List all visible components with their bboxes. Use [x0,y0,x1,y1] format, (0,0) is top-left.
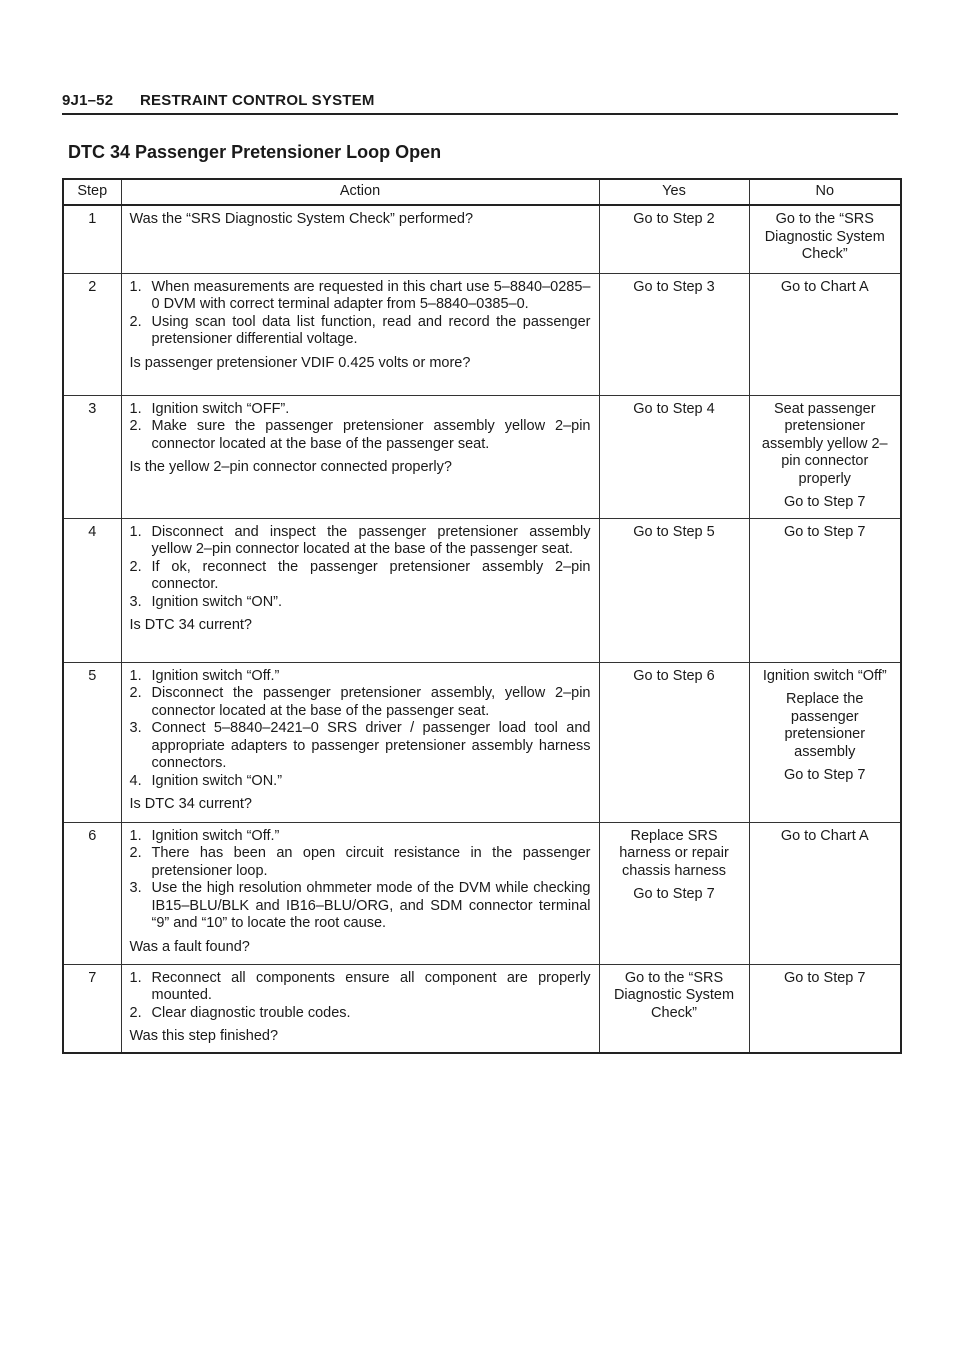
yes-result-text: Go to Step 4 [633,400,715,417]
action-item-number: 2. [129,685,142,701]
step-number: 3 [63,395,121,518]
no-cell [749,662,901,822]
yes-cell [599,273,749,395]
column-header-no: No [749,179,901,205]
action-item-text: Reconnect all components ensure all component are properly mounted. [151,969,591,1003]
action-item-text: When measurements are requested in this chart use 5–8840–0285–0 DVM with correct terminal adapter from 5–8840–0385–0. [151,278,591,312]
action-item [130,880,591,933]
action-question: Is passenger pretensioner VDIF 0.425 volts or more? [129,354,471,371]
action-item [130,773,591,791]
action-item-number: 1. [129,278,142,295]
yes-cell [599,822,749,964]
action-item-number: 3. [129,593,142,610]
action-item [130,418,591,453]
column-header-step: Step [63,179,121,205]
action-item [130,720,591,773]
action-item [130,279,591,314]
action-item-text: If ok, reconnect the passenger pretensioner assembly 2–pin connector. [151,558,591,592]
table-row [63,205,901,273]
action-item-text: There has been an open circuit resistance in the passenger pretensioner loop. [151,845,591,879]
yes-result-text: Go to the “SRS Diagnostic System Check” [613,969,735,1021]
step-number: 4 [63,518,121,662]
yes-result-text: Replace SRS harness or repair chassis harness [619,827,729,879]
no-result-text: Go to Chart A [780,827,869,844]
yes-cell [599,395,749,518]
table-row [63,273,901,395]
yes-cell [599,662,749,822]
action-item-number: 1. [129,523,142,540]
no-cell [749,964,901,1053]
action-item [130,828,591,846]
action-item-text: Connect 5–8840–2421–0 SRS driver / passenger load tool and appropriate adapters to passenger pretensioner assembly harness connectors. [151,720,591,771]
action-cell [121,273,599,395]
no-cell [749,822,901,964]
table-row [63,822,901,964]
no-cell [749,518,901,662]
table-row [63,518,901,662]
no-cell [749,273,901,395]
action-question: Is the yellow 2–pin connector connected properly? [129,459,452,475]
yes-result-text: Go to Step 5 [633,523,715,540]
action-item-number: 1. [129,969,142,986]
step-number: 5 [63,662,121,822]
action-cell [121,964,599,1053]
action-item [130,668,591,686]
action-item [130,401,591,419]
action-question: Was a fault found? [129,938,250,955]
diagnostic-table [62,178,902,1054]
no-result-text: Go to Step 7 [784,969,866,986]
action-item-text: Use the high resolution ohmmeter mode of the DVM while checking IB15–BLU/BLK and IB16–BLU/ORG, and SDM connector terminal “9” and “10” to locate the root cause. [151,880,591,931]
yes-result-text: Go to Step 6 [633,667,715,684]
action-item-number: 2. [129,1004,142,1021]
action-item-number: 3. [129,720,142,736]
action-cell [121,822,599,964]
no-result-text: Go to Step 7 [784,767,866,783]
action-item-text: Ignition switch “ON.” [151,772,283,789]
action-item-text: Ignition switch “ON”. [151,593,283,610]
table-row [63,964,901,1053]
table-row [63,662,901,822]
column-header-action: Action [121,179,599,205]
no-result-text: Go to Chart A [780,278,869,295]
page-header [62,92,898,115]
action-cell [121,662,599,822]
step-number: 6 [63,822,121,964]
no-cell [749,395,901,518]
action-item [130,594,591,612]
yes-cell [599,518,749,662]
no-result-text: Seat passenger pretensioner assembly yellow 2–pin connector properly [761,400,888,487]
table-row [63,395,901,518]
action-item-number: 1. [129,400,142,417]
action-item [130,314,591,349]
action-question: Is DTC 34 current? [129,617,252,633]
yes-result-text: Go to Step 7 [633,886,715,902]
action-item-number: 2. [129,558,142,575]
section-number: 9J1–52 [62,92,114,109]
no-result-text: Go to Step 7 [784,523,866,540]
step-number: 2 [63,273,121,395]
action-item [130,845,591,880]
action-cell [121,518,599,662]
action-item-number: 1. [129,827,142,844]
action-item [130,1005,591,1023]
action-item-text: Make sure the passenger pretensioner assembly yellow 2–pin connector located at the base of the passenger seat. [151,418,591,452]
action-question: Is DTC 34 current? [129,796,252,812]
action-cell [121,205,599,273]
action-list [130,279,591,349]
action-item-number: 4. [129,772,142,789]
action-item-text: Ignition switch “OFF”. [151,400,290,417]
action-item-text: Clear diagnostic trouble codes. [151,1004,351,1021]
yes-result-text: Go to Step 3 [633,278,715,295]
table-header-row [63,179,901,205]
action-item-text: Disconnect the passenger pretensioner assembly, yellow 2–pin connector located at the base of the passenger seat. [151,685,591,719]
action-item-text: Ignition switch “Off.” [151,827,280,844]
action-list [130,401,591,454]
action-item-number: 2. [129,313,142,330]
no-result-text: Go to the “SRS Diagnostic System Check” [764,211,885,262]
action-item-text: Ignition switch “Off.” [151,667,280,684]
action-question: Was this step finished? [129,1028,279,1044]
no-result-text: Go to Step 7 [784,494,866,510]
action-item-text: Using scan tool data list function, read and record the passenger pretensioner differential voltage. [151,313,591,347]
action-item-text: Disconnect and inspect the passenger pretensioner assembly yellow 2–pin connector located at the base of the passenger seat. [151,523,591,557]
action-question: Was the “SRS Diagnostic System Check” performed? [129,211,474,227]
yes-cell [599,205,749,273]
step-number: 1 [63,205,121,273]
column-header-yes: Yes [599,179,749,205]
section-title: RESTRAINT CONTROL SYSTEM [140,92,375,109]
action-item [130,970,591,1005]
step-number: 7 [63,964,121,1053]
page-title: DTC 34 Passenger Pretensioner Loop Open [68,142,442,162]
action-list [130,668,591,791]
action-item-number: 3. [129,880,142,896]
no-result-text: Ignition switch “Off” [762,667,887,684]
action-item-number: 1. [129,667,142,684]
action-item-number: 2. [129,845,142,861]
action-list [130,828,591,933]
table-body [63,205,901,1053]
action-item [130,524,591,559]
action-item [130,685,591,720]
action-list [130,524,591,612]
no-cell [749,205,901,273]
action-cell [121,395,599,518]
action-item-number: 2. [129,418,142,434]
action-list [130,970,591,1023]
action-item [130,559,591,594]
yes-cell [599,964,749,1053]
no-result-text: Replace the passenger pretensioner assembly [784,691,866,760]
yes-result-text: Go to Step 2 [633,211,715,227]
